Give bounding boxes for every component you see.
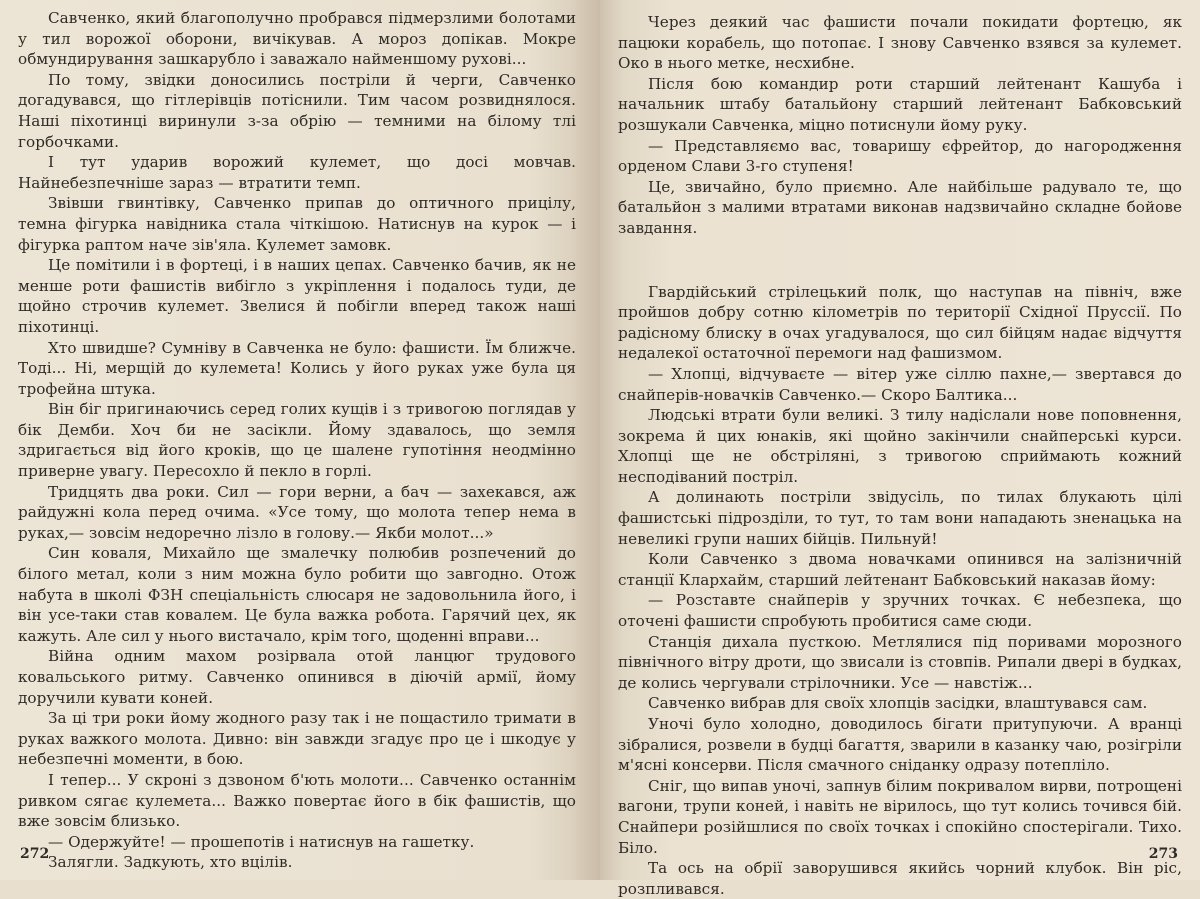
paragraph: А долинають постріли звідусіль, по тилах блукають цілі фашистські підрозділи, то тут, то там вони нападають зненацька на невеликі групи наших бійців. Пильнуй!: [618, 488, 1182, 548]
paragraph: Звівши гвинтівку, Савченко припав до оптичного прицілу, темна фігурка навідника стала чіткішою. Натиснув на курок — і фігурка раптом наче зів'яла. Кулемет замовк.: [18, 194, 576, 254]
paragraph: Савченко, який благополучно пробрався підмерзлими болотами у тил ворожої оборони, вичікував. А мороз допікав. Мокре обмундирування зашкарубло і заважало найменшому рухові...: [18, 9, 576, 69]
paragraph: Та ось на обрії заворушився якийсь чорний клубок. Він ріс, розпливався.: [618, 859, 1182, 898]
paragraph: Він біг пригинаючись серед голих кущів і з тривогою поглядав у бік Демби. Хоч би не засікли. Йому здавалось, що земля здригається від його кроків, що це шалене гупотіння неодмінно приверне увагу. Пересохло й пекло в горлі.: [18, 400, 576, 481]
paragraph: Після бою командир роти старший лейтенант Кашуба і начальник штабу батальйону старший лейтенант Бабковський розшукали Савченка, міцно потиснули йому руку.: [618, 74, 1182, 134]
paragraph: Савченко вибрав для своїх хлопців засідки, влаштувався сам.: [648, 694, 1148, 713]
paragraph: — Розставте снайперів у зручних точках. Є небезпека, що оточені фашисти спробують пробитися саме сюди.: [618, 591, 1182, 631]
section-break: [618, 239, 1182, 282]
paragraph: Тридцять два роки. Сил — гори верни, а бач — захекався, аж райдужні кола перед очима. «Усе тому, що молота тепер нема в руках,— зовсім недоречно лізло в голову.— Якби молот...»: [18, 482, 576, 542]
paragraph: — Хлопці, відчуваєте — вітер уже сіллю пахне,— звертався до снайперів-новачків Савченко.— Скоро Балтика...: [618, 364, 1182, 404]
page-number: 272: [20, 846, 50, 862]
left-page-text: [18, 8, 576, 873]
paragraph: За ці три роки йому жодного разу так і не пощастило тримати в руках важкого молота. Дивно: він завжди згадує про це і шкодує у небезпечні моменти, в бою.: [18, 709, 576, 769]
paragraph: Сніг, що випав уночі, запнув білим покривалом вирви, потрощені вагони, трупи коней, і навіть не вірилось, що тут колись точився бій. Снайпери розійшлися по своїх точках і спокійно спостерігали. Тихо. Біло.: [618, 776, 1182, 857]
page-number: 273: [1148, 846, 1178, 862]
paragraph: Людські втрати були великі. З тилу надіслали нове поповнення, зокрема й цих юнаків, які щойно закінчили снайперські курси. Хлопці ще не обстріляні, з тривогою сприймають кожний несподіваний постріл.: [618, 406, 1182, 486]
paragraph: Через деякий час фашисти почали покидати фортецю, як пацюки корабель, що потопає. І знову Савченко взявся за кулемет. Око в нього метке, несхибне.: [618, 13, 1182, 73]
paragraph: Хто швидше? Сумніву в Савченка не було: фашисти. Їм ближче. Тоді... Ні, мерщій до кулемета! Колись у його руках уже була ця трофейна штука.: [18, 338, 576, 398]
paragraph: Син коваля, Михайло ще змалечку полюбив розпечений до білого метал, коли з ним можна було робити що завгодно. Отож набута в школі ФЗН спеціальність слюсаря не задовольнила його, і він усе-таки став ковалем. Це була важка робота. Гарячий цех, як кажуть. Але сил у нього вистачало, крім того, щоденні вправи...: [18, 544, 576, 645]
left-page: [0, 0, 600, 880]
paragraph: І тепер... У скроні з дзвоном б'ють молоти... Савченко останнім ривком сягає кулемета... Важко повертає його в бік фашистів, що вже зовсім близько.: [18, 770, 576, 831]
paragraph: По тому, звідки доносились постріли й черги, Савченко догадувався, що гітлерівців потіснили. Тим часом розвиднялося. Наші піхотинці виринули з-за обрію — темними на білому тлі горбочками.: [18, 70, 576, 151]
right-page: [600, 0, 1200, 898]
paragraph: Це помітили і в фортеці, і в наших цепах. Савченко бачив, як не менше роти фашистів вибігло з укріплення і подалось туди, де щойно строчив кулемет. Звелися й побігли вперед також наші піхотинці.: [18, 256, 576, 336]
paragraph: Війна одним махом розірвала отой ланцюг трудового ковальського ритму. Савченко опинився в діючій армії, йому доручили кувати коней.: [18, 647, 576, 707]
paragraph: Уночі було холодно, доводилось бігати притупуючи. А вранці зібралися, розвели в будці багаття, зварили в казанку чаю, розігріли м'ясні консерви. Після смачного сніданку одразу потепліло.: [618, 715, 1182, 775]
paragraph: І тут ударив ворожий кулемет, що досі мовчав. Найнебезпечніше зараз — втратити темп.: [18, 153, 576, 192]
paragraph: — Одержуйте! — прошепотів і натиснув на гашетку.: [48, 832, 475, 851]
paragraph: Гвардійський стрілецький полк, що наступав на північ, вже пройшов добру сотню кілометрів по території Східної Пруссії. По радісному блиску в очах угадувалося, що сил бійцям надає відчуття недалекої остаточної перемоги над фашизмом.: [618, 282, 1182, 363]
paragraph: Коли Савченко з двома новачками опинився на залізничній станції Клархайм, старший лейтенант Бабковський наказав йому:: [618, 550, 1182, 589]
paragraph: Залягли. Задкують, хто вцілів.: [48, 853, 293, 872]
paragraph: — Представляємо вас, товаришу єфрейтор, до нагородження орденом Слави 3-го ступеня!: [618, 136, 1182, 176]
right-page-text: [618, 12, 1182, 899]
paragraph: Це, звичайно, було приємно. Але найбільше радувало те, що батальйон з малими втратами виконав надзвичайно складне бойове завдання.: [618, 177, 1182, 237]
paragraph: Станція дихала пусткою. Метлялися під поривами морозного північного вітру дроти, що звисали із стовпів. Рипали двері в будках, де колись чергували стрілочники. Усе — навстіж...: [618, 632, 1182, 692]
